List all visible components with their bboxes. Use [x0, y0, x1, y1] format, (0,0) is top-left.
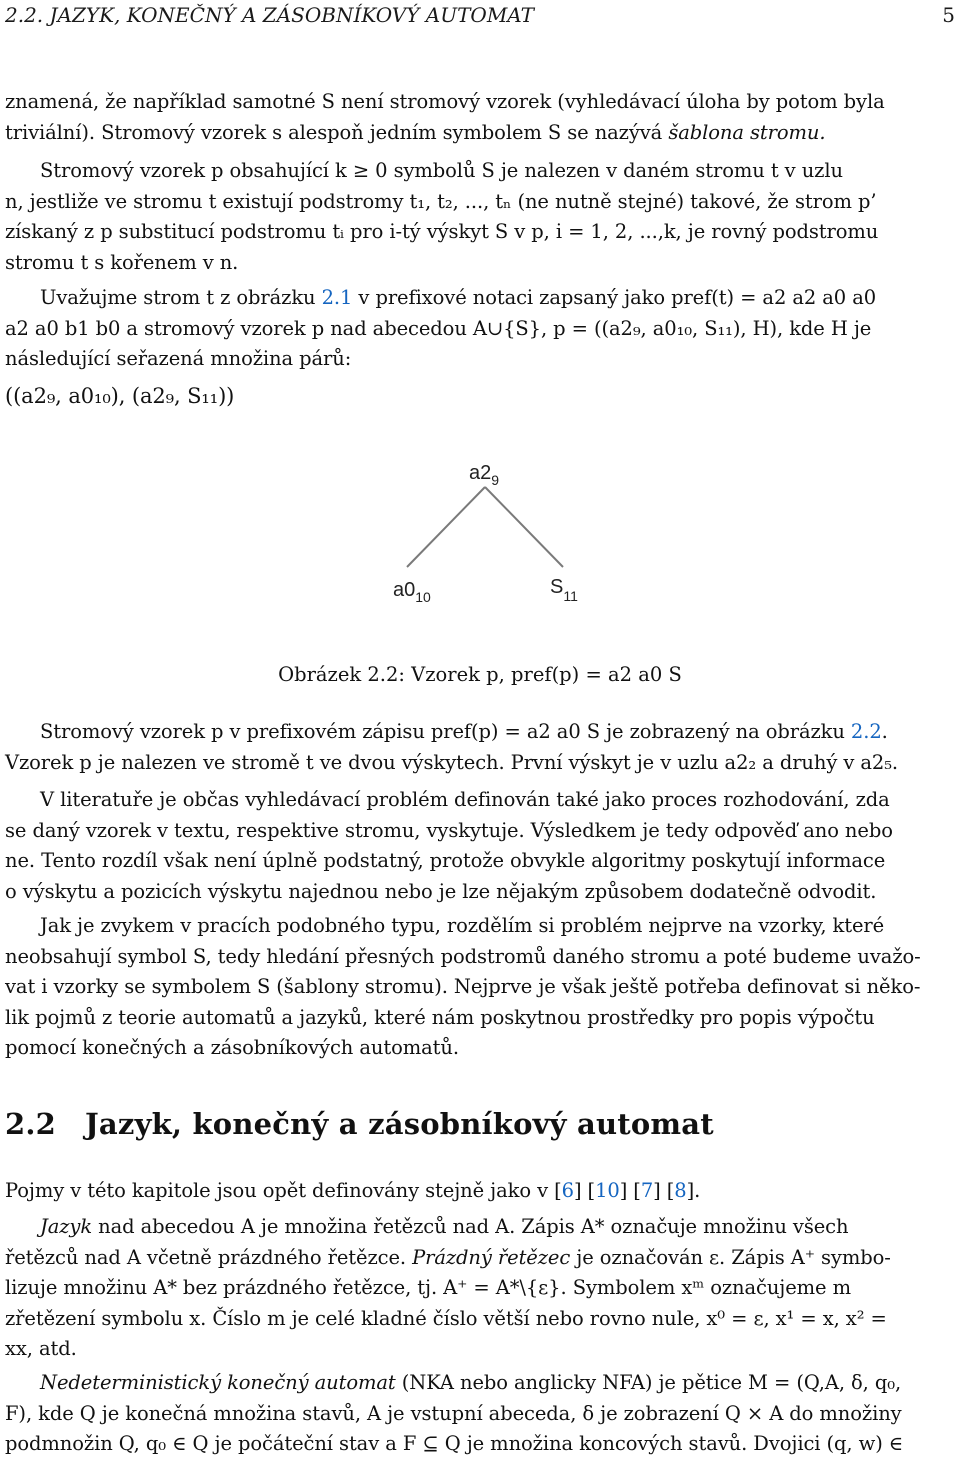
text-line: ne. Tento rozdíl však není úplně podstatný, protože obvykle algoritmy poskytují informace: [5, 849, 886, 872]
text-line: ] [: [573, 1179, 596, 1202]
text-line: Uvažujme strom t z obrázku: [40, 286, 322, 309]
text-line: znamená, že například samotné S není stromový vzorek (vyhledávací úloha by potom byla: [5, 90, 885, 113]
paragraph-4: [5, 717, 955, 778]
section-number: 2.2: [5, 1107, 57, 1141]
citation-link[interactable]: 8: [674, 1179, 687, 1202]
tree-edge-left: [407, 487, 485, 567]
tree-edge-right: [485, 487, 563, 567]
text-line: Stromový vzorek p obsahující k ≥ 0 symbolů S je nalezen v daném stromu t v uzlu: [40, 159, 843, 182]
page-number: 5: [942, 3, 955, 27]
emphasis-term: Nedeterministický konečný automat: [40, 1371, 396, 1394]
text-line: pomocí konečných a zásobníkových automatů.: [5, 1036, 459, 1059]
paragraph-9: [5, 1368, 955, 1460]
paragraph-1: [5, 87, 955, 148]
text-line: xx, atd.: [5, 1337, 77, 1360]
text-line: n, jestliže ve stromu t existují podstromy t₁, t₂, ..., tₙ (ne nutně stejné) takové, že strom p’: [5, 189, 877, 213]
tree-diagram: [385, 455, 585, 615]
text-line: ] [: [653, 1179, 675, 1202]
section-heading: [5, 1104, 955, 1144]
text-line: triviální). Stromový vzorek s alespoň jedním symbolem S se nazývá: [5, 120, 669, 144]
text-line: podmnožin Q, q₀ ∈ Q je počáteční stav a F ⊆ Q je množina koncových stavů. Dvojici (q, w) ∈: [5, 1432, 904, 1455]
emphasis-term: Prázdný řetězec: [412, 1245, 571, 1269]
paragraph-5: [5, 785, 955, 907]
figure-link[interactable]: 2.1: [321, 286, 353, 309]
text-line: ] [: [619, 1179, 641, 1202]
text-line: lik pojmů z teorie automatů a jazyků, které nám poskytnou prostředky pro popis výpočtu: [5, 1005, 875, 1029]
text-line: neobsahují symbol S, tedy hledání přesných podstromů daného stromu a poté budeme uvažo-: [5, 944, 921, 968]
text-line: stromu t s kořenem v n.: [5, 250, 239, 274]
paragraph-8: [5, 1212, 955, 1365]
paragraph-6: [5, 911, 955, 1064]
figure-tree: [385, 455, 585, 615]
text-line: řetězců nad A včetně prázdného řetězce.: [5, 1245, 413, 1269]
running-header-title: 2.2. JAZYK, KONEČNÝ A ZÁSOBNÍKOVÝ AUTOMAT: [5, 3, 534, 27]
section-title: Jazyk, konečný a zásobníkový automat: [85, 1107, 714, 1141]
text-line: Vzorek p je nalezen ve stromě t ve dvou výskytech. První výskyt je v uzlu a2₂ a druhý v a2₅.: [5, 750, 899, 774]
text-line: se daný vzorek v textu, respektive stromu, vyskytuje. Výsledkem je tedy odpověď ano nebo: [5, 818, 893, 842]
text-line: Jak je zvykem v pracích podobného typu, rozdělím si problém nejprve na vzorky, které: [40, 914, 885, 937]
citation-link[interactable]: 10: [595, 1179, 620, 1202]
emphasis-term: šablona stromu.: [668, 120, 826, 144]
text-line: nad abecedou A je množina řetězců nad A. Zápis A* označuje množinu všech: [92, 1215, 849, 1238]
citation-link[interactable]: 6: [561, 1179, 574, 1202]
figure-caption: Obrázek 2.2: Vzorek p, pref(p) = a2 a0 S: [278, 663, 682, 686]
text-line: F), kde Q je konečná množina stavů, A je vstupní abeceda, δ je zobrazení Q × A do množiny: [5, 1401, 902, 1425]
text-line: zřetězení symbolu x. Číslo m je celé kladné číslo větší nebo rovno nule, x⁰ = ε, x¹ = x, x² =: [5, 1306, 887, 1330]
text-line: Pojmy v této kapitole jsou opět definovány stejně jako v [: [5, 1179, 562, 1202]
set-of-pairs: [5, 381, 955, 412]
text-line: (NKA nebo anglicky NFA) je pětice M = (Q,A, δ, q₀,: [395, 1371, 902, 1394]
text-line: lizuje množinu A* bez prázdného řetězce, tj. A⁺ = A*\{ε}. Symbolem xᵐ označujeme m: [5, 1276, 851, 1299]
formula: ((a2₉, a0₁₀), (a2₉, S₁₁)): [5, 384, 235, 408]
text-line: následující seřazená množina párů:: [5, 347, 352, 370]
text-line: Stromový vzorek p v prefixovém zápisu pref(p) = a2 a0 S je zobrazený na obrázku: [40, 720, 851, 743]
paragraph-3: [5, 283, 955, 375]
tree-node-left: $a0_{10}$: [393, 579, 431, 605]
paragraph-2: [5, 156, 955, 278]
text-line: získaný z p substitucí podstromu tᵢ pro i-tý výskyt S v p, i = 1, 2, ...,k, je rovný podstromu: [5, 220, 879, 243]
text-line: je označován ε. Zápis A⁺ symbo-: [570, 1245, 891, 1269]
figure-link[interactable]: 2.2: [850, 720, 882, 743]
text-line: vat i vzorky se symbolem S (šablony stromu). Nejprve je však ještě potřeba definovat si něko-: [5, 975, 921, 998]
text-line: o výskytu a pozicích výskytu najednou nebo je lze nějakým způsobem dodatečně odvodit.: [5, 879, 877, 903]
tree-node-right: $S_{11}$: [550, 576, 578, 604]
citation-link[interactable]: 7: [640, 1179, 654, 1202]
text-line: V literatuře je občas vyhledávací problém definován také jako proces rozhodování, zda: [40, 788, 890, 811]
paragraph-7: [5, 1176, 955, 1207]
emphasis-term: Jazyk: [40, 1215, 93, 1238]
text-line: .: [881, 720, 888, 743]
running-header: [5, 3, 955, 29]
text-line: a2 a0 b1 b0 a stromový vzorek p nad abecedou A∪{S}, p = ((a2₉, a0₁₀, S₁₁), H), kde H je: [5, 316, 872, 340]
text-line: ].: [686, 1179, 701, 1202]
tree-node-root: $a2_9$: [469, 462, 500, 488]
text-line: v prefixové notaci zapsaný jako pref(t) = a2 a2 a0 a0: [352, 286, 877, 309]
